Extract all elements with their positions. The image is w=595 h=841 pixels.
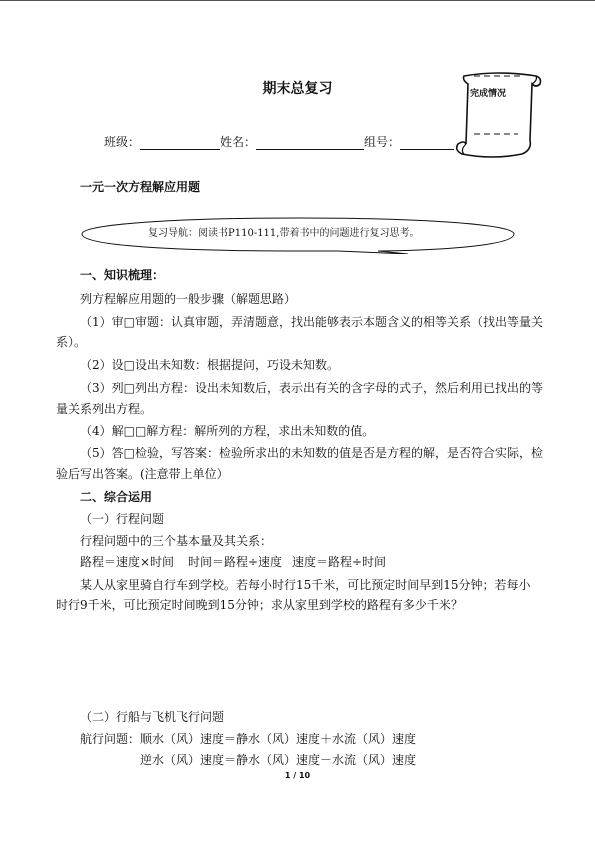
- travel-quantities-intro: 行程问题中的三个基本量及其关系：: [80, 534, 273, 548]
- section-heading: 一元一次方程解应用题: [80, 180, 201, 194]
- page-number: 1 / 10: [284, 771, 311, 780]
- sailing-formula-downstream: 航行问题：顺水（风）速度＝静水（风）速度＋水流（风）速度: [80, 732, 417, 746]
- problem-line2: 时行9千米，可比预定时间晚到15分钟；求从家里到学校的路程有多少千米？: [56, 598, 463, 612]
- review-callout-text: 复习导航：阅读书P110-111,带着书中的问题进行复习思考。: [148, 228, 420, 239]
- step1-line1: （1）审□审题：认真审题，弄清题意，找出能够表示本题含义的相等关系（找出等量关: [80, 315, 543, 329]
- problem-line1: 某人从家里骑自行车到学校。若每小时行15千米，可比预定时间早到15分钟；若每小: [80, 578, 531, 592]
- formula-distance: 路程＝速度×时间: [80, 555, 175, 569]
- stamp-label: 完成情况: [470, 89, 507, 99]
- step5-line2: 验后写出答案。(注意带上单位）: [56, 467, 229, 481]
- travel-problem-heading: （一）行程问题: [80, 512, 165, 526]
- steps-intro: 列方程解应用题的一般步骤（解题思路）: [80, 292, 297, 306]
- group-blank[interactable]: [400, 137, 454, 150]
- name-blank[interactable]: [256, 137, 364, 150]
- step3-line2: 量关系列出方程。: [56, 402, 153, 416]
- sailing-formula-upstream: 逆水（风）速度＝静水（风）速度－水流（风）速度: [140, 753, 417, 767]
- student-info-line: [104, 133, 454, 150]
- step4: （4）解□□解方程：解所列的方程，求出未知数的值。: [80, 424, 375, 438]
- name-label: 姓名：: [220, 135, 257, 149]
- step5-line1: （5）答□检验，写答案：检验所求出的未知数的值是否是方程的解，是否符合实际，检: [80, 446, 543, 460]
- completion-stamp: [452, 70, 544, 160]
- group-label: 组号：: [364, 135, 401, 149]
- step2: （2）设□设出未知数：根据提问，巧设未知数。: [80, 358, 339, 372]
- header-rule: [0, 0, 595, 1]
- step3-line1: （3）列□列出方程：设出未知数后，表示出有关的含字母的式子，然后利用已找出的等: [80, 381, 543, 395]
- formula-time: 时间＝路程÷速度: [188, 555, 283, 569]
- sailing-problem-heading: （二）行船与飞机飞行问题: [80, 710, 225, 724]
- class-label: 班级：: [104, 135, 141, 149]
- page-title: 期末总复习: [262, 81, 333, 97]
- step1-line2: 系）。: [56, 335, 87, 349]
- part1-heading: 一、知识梳理：: [80, 268, 165, 282]
- class-blank[interactable]: [140, 137, 220, 150]
- part2-heading: 二、综合运用: [80, 490, 153, 504]
- formula-speed: 速度＝路程÷时间: [292, 555, 387, 569]
